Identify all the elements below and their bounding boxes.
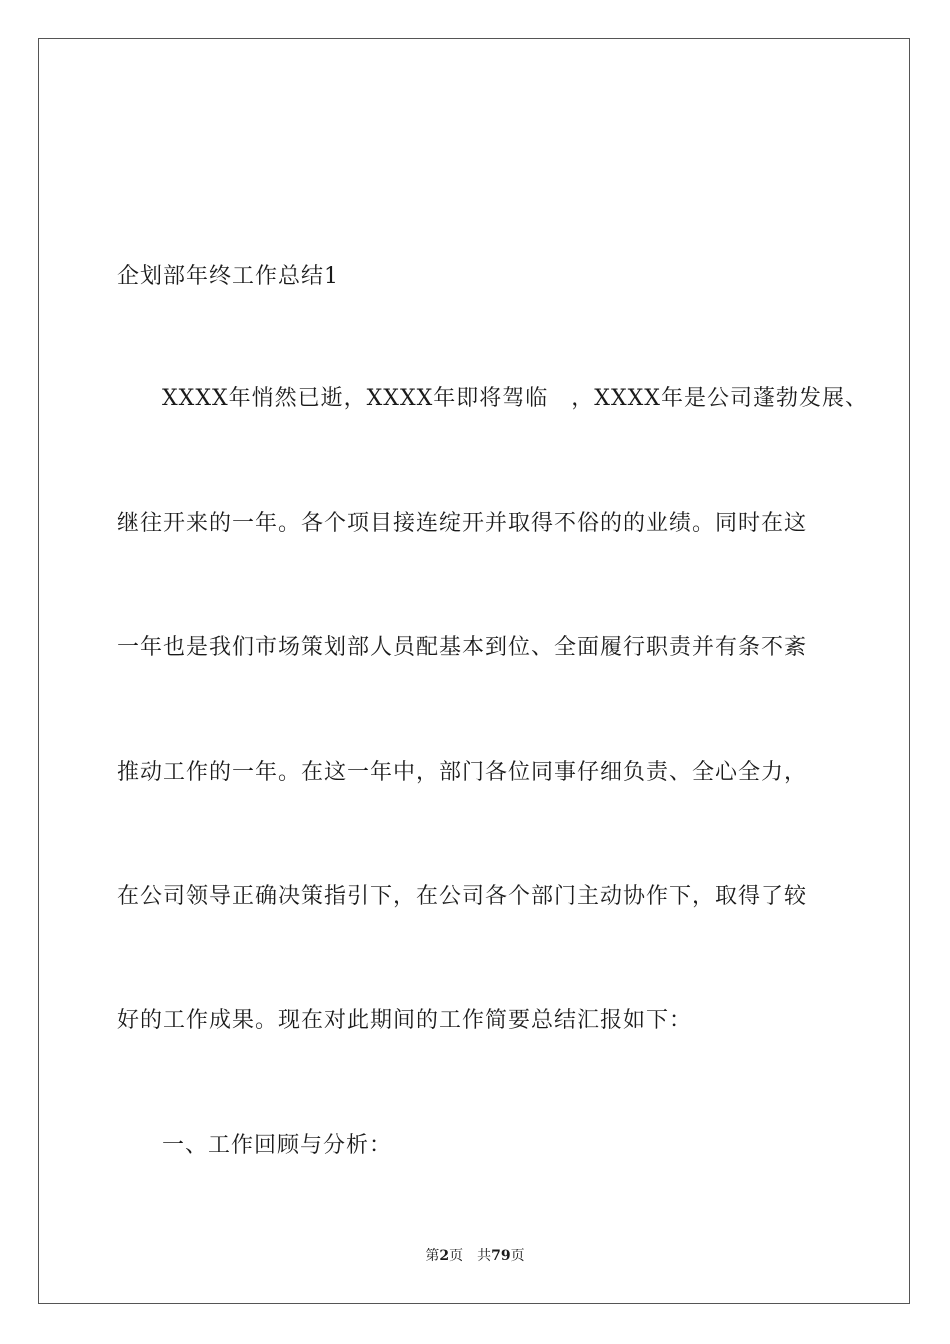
footer-page-number: 2 xyxy=(439,1248,450,1264)
document-heading: 企划部年终工作总结1 xyxy=(117,264,339,289)
paragraph-line-6: 好的工作成果。现在对此期间的工作简要总结汇报如下： xyxy=(117,1008,693,1033)
paragraph-line-2: 继往开来的一年。各个项目接连绽开并取得不俗的的业绩。同时在这 xyxy=(117,511,808,536)
footer-page-prefix: 第 xyxy=(425,1248,440,1264)
page-footer xyxy=(0,1247,950,1265)
paragraph-line-1: XXXX年悄然已逝，XXXX年即将驾临 ，XXXX年是公司蓬勃发展、 xyxy=(162,386,868,411)
footer-total-suffix: 页 xyxy=(510,1248,525,1264)
footer-total-pages: 79 xyxy=(491,1248,511,1264)
footer-total-prefix: 共 xyxy=(477,1248,492,1264)
paragraph-line-4: 推动工作的一年。在这一年中，部门各位同事仔细负责、全心全力， xyxy=(117,760,808,785)
paragraph-line-3: 一年也是我们市场策划部人员配基本到位、全面履行职责并有条不紊 xyxy=(117,635,808,660)
page-frame xyxy=(38,38,910,1304)
section-heading: 一、工作回顾与分析： xyxy=(162,1133,393,1158)
footer-page-suffix: 页 xyxy=(449,1248,464,1264)
paragraph-line-5: 在公司领导正确决策指引下，在公司各个部门主动协作下，取得了较 xyxy=(117,884,808,909)
